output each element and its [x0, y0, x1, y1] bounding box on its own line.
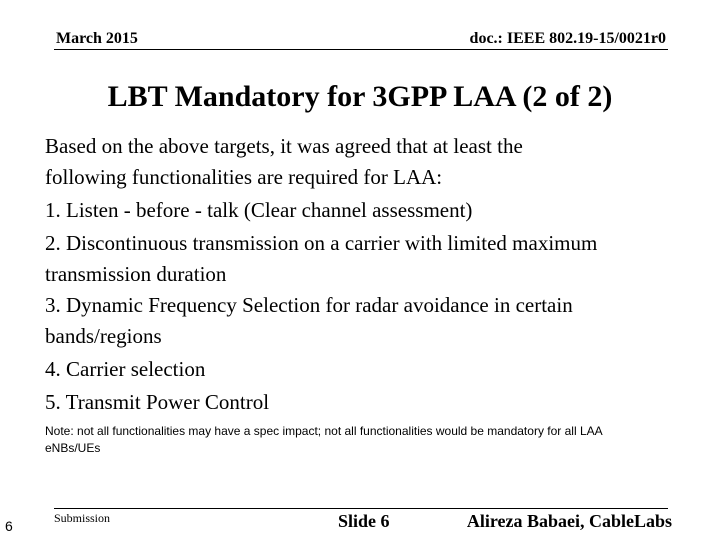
- header-date: March 2015: [56, 30, 138, 47]
- list-item: [45, 195, 695, 226]
- header-divider: [54, 49, 668, 50]
- footer-slide-number: Slide 6: [338, 511, 390, 531]
- list-item-line: 2. Discontinuous transmission on a carrier with limited maximum: [45, 231, 598, 255]
- list-item-line: 3. Dynamic Frequency Selection for radar avoidance in certain: [45, 293, 573, 317]
- list-item: [45, 228, 695, 290]
- footer-submission: Submission: [54, 511, 111, 525]
- footer-author: Alireza Babaei, CableLabs: [466, 511, 672, 531]
- list-item: [45, 290, 695, 352]
- intro-line: Based on the above targets, it was agreed that at least the: [45, 134, 523, 158]
- header-doc-id: doc.: IEEE 802.19-15/0021r0: [469, 30, 666, 47]
- list-item-line: bands/regions: [45, 324, 162, 348]
- list-item: [45, 354, 695, 385]
- intro-line: following functionalities are required for LAA:: [45, 165, 443, 189]
- footer-divider: [54, 508, 668, 509]
- list-item-line: transmission duration: [45, 262, 227, 286]
- list-item-line: 4. Carrier selection: [45, 357, 206, 381]
- slide-title: LBT Mandatory for 3GPP LAA (2 of 2): [107, 80, 613, 113]
- note-line: Note: not all functionalities may have a spec impact; not all functionalities would be mandatory for all LAA: [45, 424, 603, 438]
- note: [45, 423, 675, 457]
- list-item-line: 5. Transmit Power Control: [45, 390, 270, 414]
- note-line: eNBs/UEs: [45, 441, 101, 455]
- list-item-line: 1. Listen - before - talk (Clear channel assessment): [45, 198, 473, 222]
- slide-body: [45, 131, 695, 418]
- list-item: [45, 387, 695, 418]
- page-number: 6: [5, 518, 13, 534]
